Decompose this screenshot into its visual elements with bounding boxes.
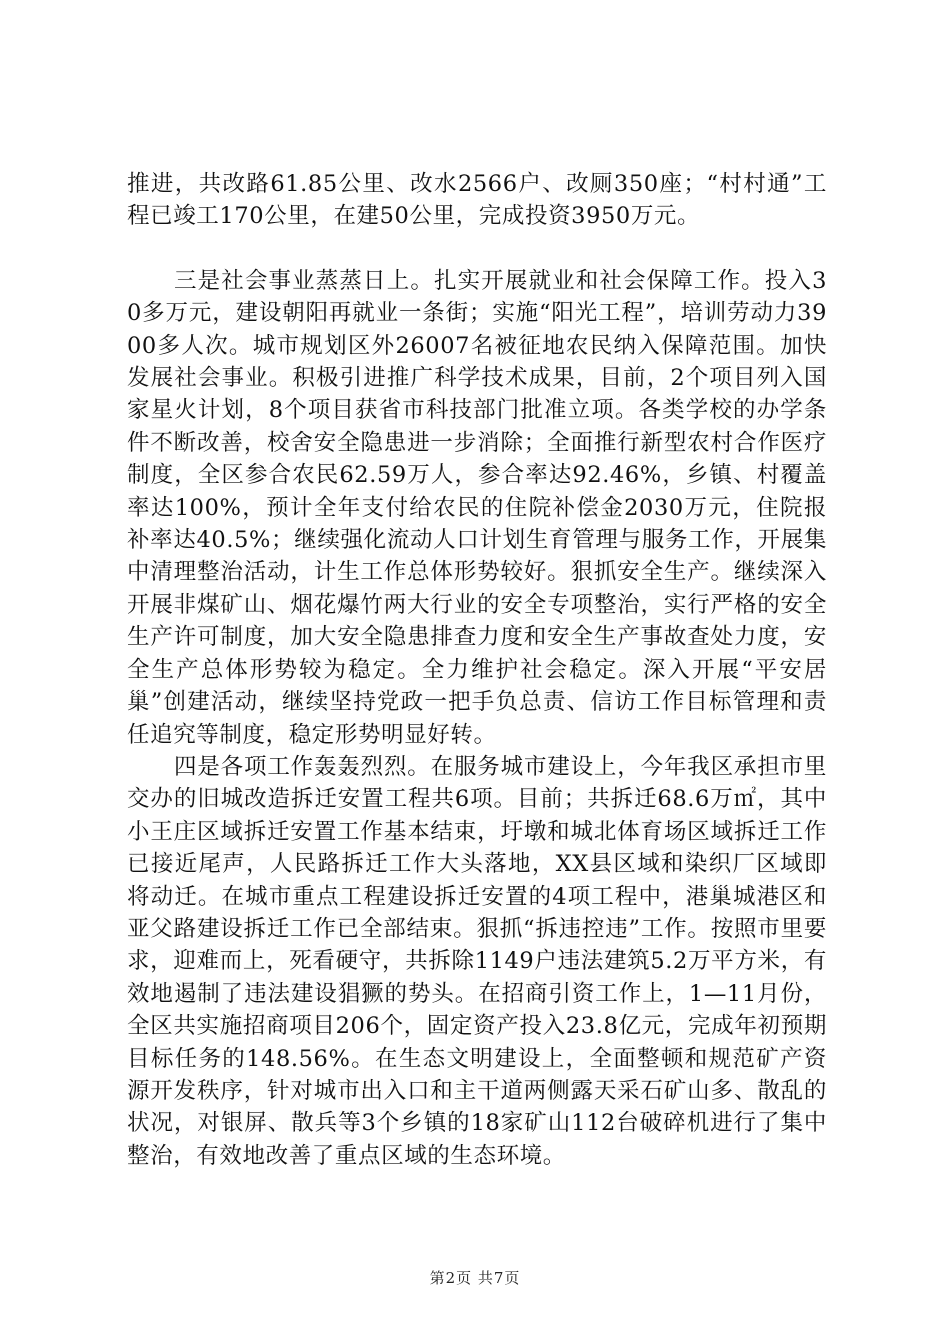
paragraph-work-progress: 四是各项工作轰轰烈烈。在服务城市建设上，今年我区承担市里交办的旧城改造拆迁安置工程共6项。目前；共拆迁68.6万㎡，其中小王庄区域拆迁安置工作基本结束，圩墩和城北体育场区域拆迁工作已接近尾声，人民路拆迁工作大头落地，XX县区域和染织厂区域即将动迁。在城市重点工程建设拆迁安置的4项工程中，港巢城港区和亚父路建设拆迁工作已全部结束。狠抓“拆违控违”工作。按照市里要求，迎难而上，死看硬守，共拆除1149户违法建筑5.2万平方米，有效地遏制了违法建设猖獗的势头。在招商引资工作上，1—11月份，全区共实施招商项目206个，固定资产投入23.8亿元，完成年初预期目标任务的148.56%。在生态文明建设上，全面整顿和规范矿产资源开发秩序，针对城市出入口和主干道两侧露天采石矿山多、散乱的状况，对银屏、散兵等3个乡镇的18家矿山112台破碎机进行了集中整治，有效地改善了重点区域的生态环境。 [127,753,827,1169]
paragraph-infrastructure: 推进，共改路61.85公里、改水2566户、改厕350座；“村村通”工程已竣工170公里，在建50公里，完成投资3950万元。 [127,171,827,230]
paragraph-social-affairs: 三是社会事业蒸蒸日上。扎实开展就业和社会保障工作。投入30多万元，建设朝阳再就业一条街；实施“阳光工程”，培训劳动力3900多人次。城市规划区外26007名被征地农民纳入保障范围。加快发展社会事业。积极引进推广科学技术成果，目前，2个项目列入国家星火计划，8个项目获省市科技部门批准立项。各类学校的办学条件不断改善，校舍安全隐患进一步消除；全面推行新型农村合作医疗制度，全区参合农民62.59万人，参合率达92.46%，乡镇、村覆盖率达100%，预计全年支付给农民的住院补偿金2030万元，住院报补率达40.5%；继续强化流动人口计划生育管理与服务工作，开展集中清理整治活动，计生工作总体形势较好。狠抓安全生产。继续深入开展非煤矿山、烟花爆竹两大行业的安全专项整治，实行严格的安全生产许可制度，加大安全隐患排查力度和安全生产事故查处力度，安全生产总体形势较为稳定。全力维护社会稳定。深入开展“平安居巢”创建活动，继续坚持党政一把手负总责、信访工作目标管理和责任追究等制度，稳定形势明显好转。 [127,267,827,748]
page-number-footer: 第2页 共7页 [429,1269,521,1287]
document-body [127,168,827,1172]
